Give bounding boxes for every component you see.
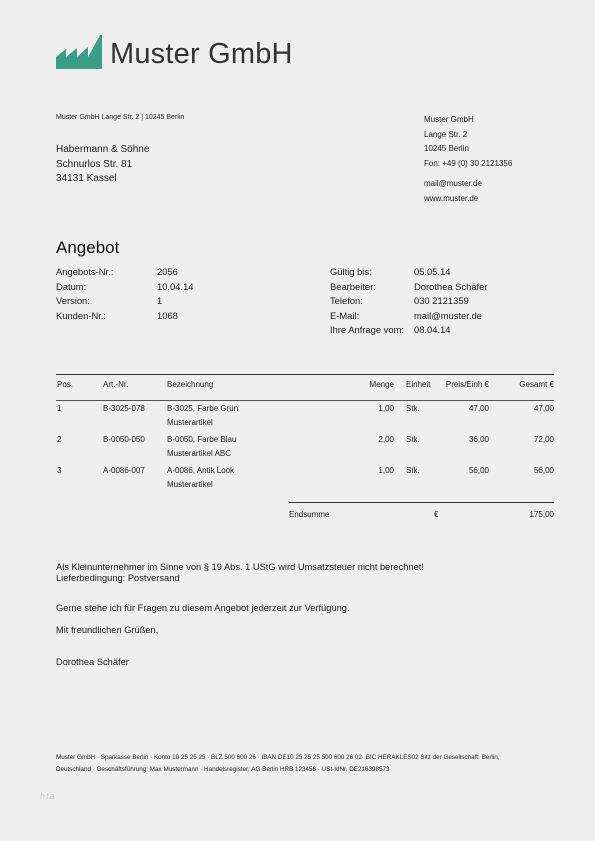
table-header (56, 374, 554, 400)
sender-address-line: Muster GmbH Lange Str. 2 | 10245 Berlin (56, 114, 185, 121)
meta-label: E-Mail: (330, 309, 360, 321)
cell-menge: 1,00 (378, 404, 394, 413)
meta-value: Dorothea Schäfer (414, 280, 488, 292)
cell-art-nr: A-0086-007 (103, 466, 145, 475)
cell-einheit: Stk. (406, 404, 420, 413)
offer-meta-right (330, 265, 487, 338)
cell-preis: 56,00 (468, 466, 489, 475)
items-table (56, 374, 554, 494)
tax-note-line: Als Kleinunternehmer im Sinne von § 19 Abs. 1 UStG wird Umsatzsteuer nicht berechnet! (56, 562, 424, 572)
company-web[interactable]: www.muster.de (424, 193, 479, 203)
cell-bezeichnung (167, 435, 236, 458)
meta-label: Telefon: (330, 295, 363, 307)
header-einheit: Einheit (406, 380, 431, 389)
meta-row (330, 265, 487, 280)
meta-row (56, 294, 194, 309)
cell-einheit: Stk. (406, 466, 420, 475)
meta-label: Version: (56, 295, 90, 307)
meta-label: Ihre Anfrage vom: (330, 324, 404, 336)
meta-label: Datum: (56, 280, 87, 292)
meta-label: Bearbeiter: (330, 280, 376, 292)
meta-row (56, 280, 194, 295)
header-preis: Preis/Einh € (445, 380, 489, 389)
cell-bezeichnung (167, 466, 234, 489)
closing-greeting: Mit freundlichen Grüßen, (56, 625, 159, 635)
meta-value: 1068 (157, 309, 178, 321)
item-title: B-3025, Farbe Grün (167, 404, 239, 413)
meta-value: 08.04.14 (414, 324, 451, 336)
total-amount: 175,00 (529, 510, 554, 519)
meta-value: 030 2121359 (414, 295, 469, 307)
cell-preis: 36,00 (468, 435, 489, 444)
watermark: hta (40, 791, 56, 801)
company-logo (56, 34, 296, 76)
recipient-street: Schnurlos Str. 81 (56, 158, 133, 170)
header-bezeichnung: Bezeichnung (167, 380, 214, 389)
header-menge: Menge (369, 380, 394, 389)
cell-gesamt: 47,00 (533, 404, 554, 413)
item-title: A-0086, Antik Look (167, 466, 235, 475)
meta-value[interactable]: mail@muster.de (414, 309, 482, 321)
offer-meta-left (56, 265, 194, 323)
cell-pos: 2 (57, 435, 62, 444)
meta-value: 2056 (157, 266, 178, 277)
item-subtitle: Musterartikel (167, 480, 213, 489)
meta-row (56, 309, 194, 324)
footer-line: Deutschland · Geschäftsführung: Max Mustermann · Handelsregister: AG Berlin HRB 123456 · USt-IdNr. DE216398573 (56, 765, 390, 773)
cell-gesamt: 56,00 (533, 466, 554, 475)
cell-menge: 1,00 (378, 466, 394, 475)
cell-einheit: Stk. (406, 435, 420, 444)
item-subtitle: Musterartikel ABC (167, 449, 232, 458)
cell-menge: 2,00 (378, 435, 394, 444)
cell-bezeichnung (167, 404, 238, 427)
signature-name: Dorothea Schäfer (56, 657, 129, 667)
total-label: Endsumme (289, 510, 330, 519)
meta-row (56, 265, 194, 280)
table-row (56, 463, 554, 494)
header-gesamt: Gesamt € (519, 380, 554, 389)
cell-pos: 3 (57, 466, 62, 475)
footer-line: Muster GmbH · Sparkasse Berlin · Konto 10 25 25 25 · BLZ 500 600 26 · IBAN DE10 25 25 25 500 600 26 02· BIC HERAKLES02 Sitz der Gesellschaft: Berlin, (56, 754, 500, 761)
table-row (56, 432, 554, 463)
document-footer (56, 752, 499, 775)
table-row (56, 401, 554, 432)
company-phone: Fon: +49 (0) 30 2121356 (424, 158, 513, 168)
cell-art-nr: B-3025-078 (103, 404, 145, 413)
recipient-name: Habermann & Söhne (56, 144, 150, 155)
delivery-terms: Lieferbedingung: Postversand (56, 573, 180, 583)
company-email[interactable]: mail@muster.de (424, 179, 482, 188)
meta-row (330, 294, 487, 309)
total-row (289, 502, 554, 522)
company-street: Lange Str. 2 (424, 129, 468, 139)
cell-gesamt: 72,00 (533, 435, 554, 444)
meta-value: 10.04.14 (157, 280, 194, 292)
company-city: 10245 Berlin (424, 144, 469, 153)
header-art-nr: Art.-Nr. (103, 380, 129, 389)
meta-row (330, 323, 487, 338)
item-subtitle: Musterartikel (167, 418, 213, 427)
closing-question: Gerne stehe ich für Fragen zu diesem Angebot jederzeit zur Verfügung. (56, 603, 350, 613)
company-name: Muster GmbH (424, 115, 474, 124)
cell-preis: 47,00 (468, 404, 489, 413)
header-pos: Pos. (57, 380, 74, 389)
tax-note (56, 562, 424, 584)
meta-row (330, 280, 487, 295)
company-contact (424, 113, 512, 206)
meta-label: Angebots-Nr.: (56, 266, 114, 277)
document-title: Angebot (56, 238, 120, 257)
item-title: B-0050, Farbe Blau (167, 435, 237, 444)
meta-label: Gültig bis: (330, 266, 372, 277)
meta-row (330, 309, 487, 324)
cell-pos: 1 (57, 404, 62, 413)
factory-logo-icon (56, 35, 104, 69)
cell-art-nr: B-0050-050 (103, 435, 145, 444)
recipient-city: 34131 Kassel (56, 173, 117, 184)
meta-value: 1 (157, 295, 163, 307)
recipient-address (56, 143, 149, 187)
meta-label: Kunden-Nr.: (56, 309, 107, 321)
total-currency: € (434, 510, 439, 519)
logo-text: Muster GmbH (110, 38, 293, 70)
meta-value: 05.05.14 (414, 266, 451, 277)
